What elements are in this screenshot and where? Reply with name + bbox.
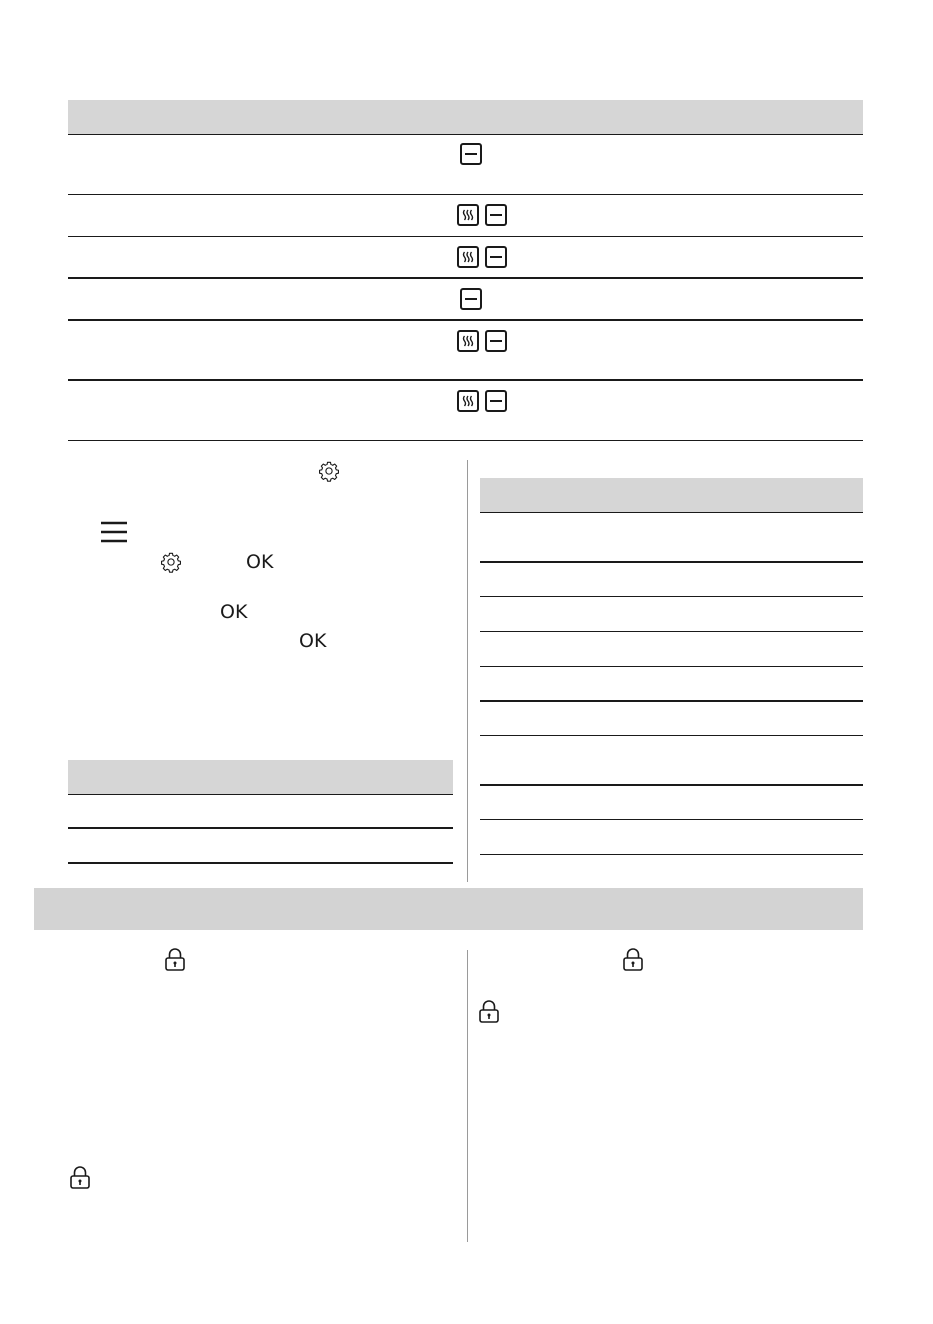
ok-button-label: OK [246, 551, 274, 573]
bottom-heat-icon [485, 246, 507, 268]
right-table-rule [480, 700, 863, 702]
bottom-heat-icon [460, 288, 482, 310]
right-table-rule [480, 666, 863, 667]
right-table-rule [480, 561, 863, 563]
left-table-rule [68, 862, 453, 864]
lock-icon [164, 948, 186, 972]
top-table-rule [68, 194, 863, 195]
ok-button-label: OK [220, 601, 248, 623]
top-table-rule [68, 134, 863, 135]
section-heading-band [34, 888, 863, 930]
right-table-rule [480, 784, 863, 786]
fan-icon [457, 390, 479, 412]
right-table-rule [480, 631, 863, 632]
fan-icon [457, 246, 479, 268]
column-divider [467, 460, 468, 882]
top-table-header [68, 100, 863, 134]
top-table-rule [68, 277, 863, 279]
top-table-rule [68, 440, 863, 441]
menu-icon [100, 520, 128, 544]
right-table-rule [480, 735, 863, 736]
top-table-rule [68, 236, 863, 237]
lock-icon [478, 1000, 500, 1024]
column-divider [467, 950, 468, 1242]
left-table-rule [68, 827, 453, 829]
left-table-header [68, 760, 453, 794]
bottom-heat-icon [485, 204, 507, 226]
bottom-heat-icon [460, 143, 482, 165]
right-table-rule [480, 854, 863, 855]
fan-icon [457, 204, 479, 226]
right-table-rule [480, 819, 863, 820]
fan-icon [457, 330, 479, 352]
right-table-rule [480, 596, 863, 597]
ok-button-label: OK [299, 630, 327, 652]
top-table-rule [68, 319, 863, 321]
lock-icon [69, 1166, 91, 1190]
bottom-heat-icon [485, 330, 507, 352]
gear-icon [160, 551, 182, 573]
left-table-rule [68, 794, 453, 795]
gear-icon [318, 460, 340, 482]
top-table-rule [68, 379, 863, 381]
lock-icon [622, 948, 644, 972]
bottom-heat-icon [485, 390, 507, 412]
right-table-rule [480, 512, 863, 513]
right-table-header [480, 478, 863, 512]
